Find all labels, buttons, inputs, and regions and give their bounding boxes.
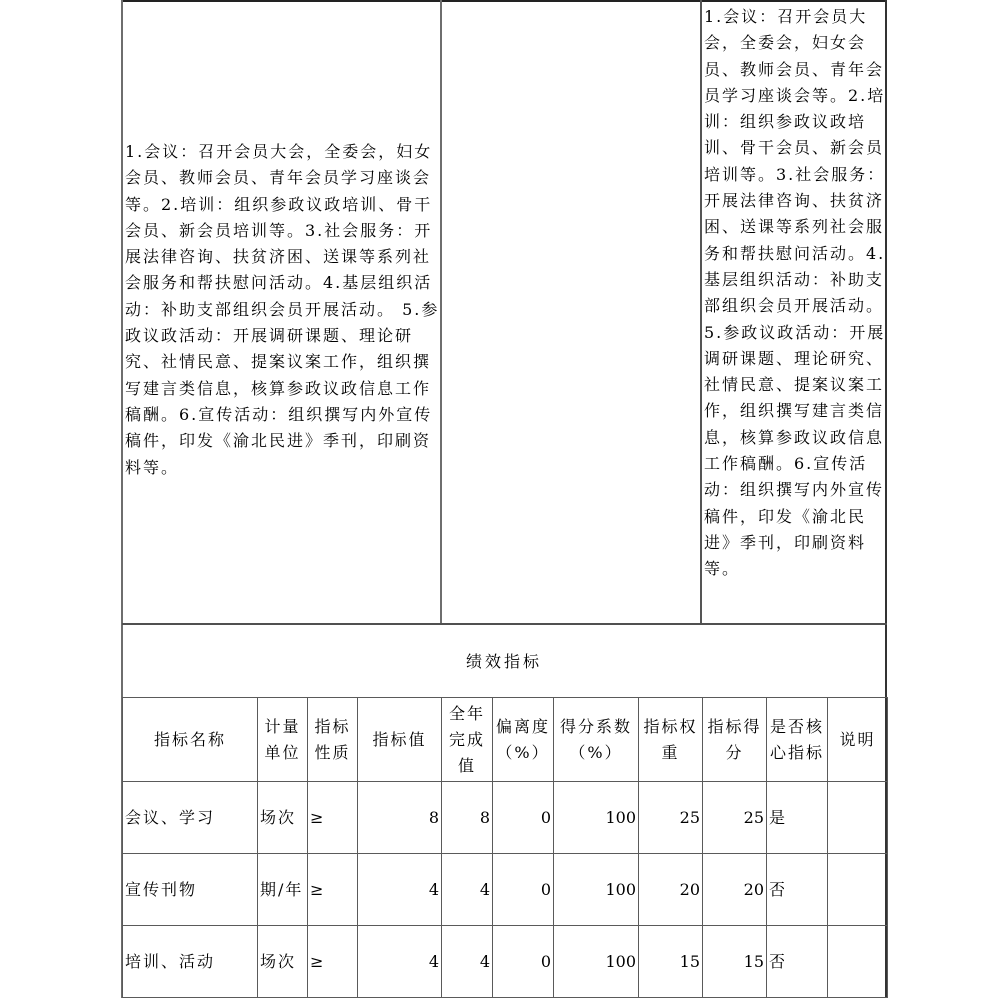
top-border — [122, 0, 887, 2]
table-row — [123, 926, 888, 998]
indicator-note — [828, 854, 888, 926]
header-target: 指标值 — [358, 698, 442, 782]
header-nature: 指标性质 — [308, 698, 358, 782]
indicator-coefficient: 100 — [554, 926, 639, 998]
table-row — [123, 782, 888, 854]
indicator-score: 25 — [703, 782, 767, 854]
indicator-weight: 15 — [639, 926, 703, 998]
header-actual: 全年完成值 — [442, 698, 493, 782]
header-core: 是否核心指标 — [767, 698, 828, 782]
top-col-divider-2 — [700, 0, 702, 625]
table-row — [123, 854, 888, 926]
indicator-note — [828, 782, 888, 854]
indicator-actual: 4 — [442, 926, 493, 998]
indicator-name: 会议、学习 — [123, 782, 258, 854]
header-deviation: 偏离度（%） — [493, 698, 554, 782]
header-unit: 计量单位 — [258, 698, 308, 782]
indicator-name: 宣传刊物 — [123, 854, 258, 926]
indicator-core: 是 — [767, 782, 828, 854]
indicator-deviation: 0 — [493, 782, 554, 854]
indicator-core: 否 — [767, 926, 828, 998]
activity-description-right: 1.会议：召开会员大会，全委会，妇女会员、教师会员、青年会员学习座谈会等。2.培训：组织参政议政培训、骨干会员、新会员培训等。3.社会服务：开展法律咨询、扶贫济困、送课等系列社会服务和帮扶慰问活动。4.基层组织活动：补助支部组织会员开展活动。 5.参政议政活动：开展调研课题、理论研究、社情民意、提案议案工作，组织撰写建言类信息，核算参政议政信息工作稿酬。6.宣传活动：组织撰写内外宣传稿件，印发《渝北民进》季刊，印刷资料等。 — [704, 7, 886, 579]
section-title: 绩效指标 — [465, 652, 542, 671]
header-indicator-name: 指标名称 — [123, 698, 258, 782]
indicator-note — [828, 926, 888, 998]
indicator-unit: 期/年 — [258, 854, 308, 926]
indicator-unit: 场次 — [258, 782, 308, 854]
indicator-score: 20 — [703, 854, 767, 926]
indicator-target: 4 — [358, 926, 442, 998]
kpi-table — [122, 697, 888, 998]
header-weight: 指标权重 — [639, 698, 703, 782]
header-score: 指标得分 — [703, 698, 767, 782]
header-note: 说明 — [828, 698, 888, 782]
indicator-coefficient: 100 — [554, 854, 639, 926]
indicator-core: 否 — [767, 854, 828, 926]
indicator-nature: ≥ — [308, 782, 358, 854]
header-coefficient: 得分系数（%） — [554, 698, 639, 782]
kpi-header-row — [123, 698, 888, 782]
indicator-deviation: 0 — [493, 854, 554, 926]
indicator-coefficient: 100 — [554, 782, 639, 854]
indicator-deviation: 0 — [493, 926, 554, 998]
indicator-actual: 8 — [442, 782, 493, 854]
indicator-name: 培训、活动 — [123, 926, 258, 998]
indicator-unit: 场次 — [258, 926, 308, 998]
indicator-actual: 4 — [442, 854, 493, 926]
indicator-score: 15 — [703, 926, 767, 998]
indicator-nature: ≥ — [308, 854, 358, 926]
indicator-target: 8 — [358, 782, 442, 854]
indicator-weight: 25 — [639, 782, 703, 854]
indicator-target: 4 — [358, 854, 442, 926]
indicator-nature: ≥ — [308, 926, 358, 998]
activity-description-left: 1.会议：召开会员大会，全委会，妇女会员、教师会员、青年会员学习座谈会等。2.培训：组织参政议政培训、骨干会员、新会员培训等。3.社会服务：开展法律咨询、扶贫济困、送课等系列社会服务和帮扶慰问活动。4.基层组织活动：补助支部组织会员开展活动。 5.参政议政活动：开展调研课题、理论研究、社情民意、提案议案工作，组织撰写建言类信息，核算参政议政信息工作稿酬。6.宣传活动：组织撰写内外宣传稿件，印发《渝北民进》季刊，印刷资料等。 — [125, 142, 440, 477]
indicator-weight: 20 — [639, 854, 703, 926]
